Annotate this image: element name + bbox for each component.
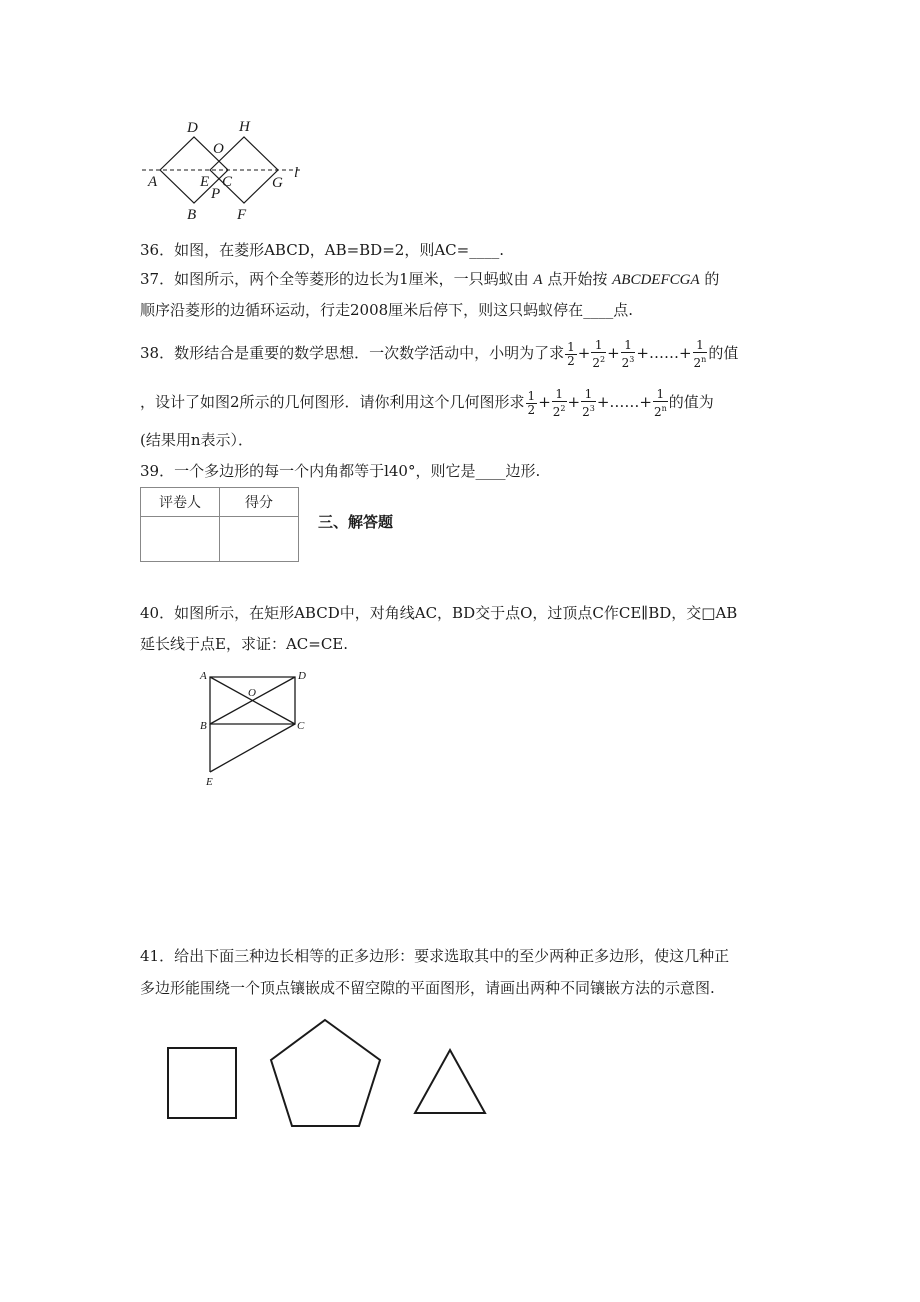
question-text: 的 xyxy=(699,270,720,288)
question-text: 如图，在菱形ABCD，AB=BD=2，则AC= xyxy=(174,241,470,259)
label-C: C xyxy=(222,174,233,190)
question-38-line2: ，设计了如图2所示的几何图形．请你利用这个几何图形求 $\frac{1}{2}$ + $\frac{1}{2^2}$ + $\frac{1}{2^3}$ +……+ $\frac{1}{2^n}$ 的值为 xyxy=(140,386,714,419)
rectangle-figure xyxy=(198,668,318,790)
fraction: $\frac{1}{2}$ xyxy=(527,388,536,417)
question-number: 37． xyxy=(140,270,175,288)
label-D: D xyxy=(298,670,306,682)
question-end: 点. xyxy=(613,301,633,319)
square-shape xyxy=(168,1048,236,1118)
question-text: 延长线于点E，求证：AC=CE. xyxy=(140,635,349,653)
label-C: C xyxy=(297,720,305,732)
question-41-line2 xyxy=(140,978,715,998)
question-38-line3 xyxy=(140,430,253,450)
question-text: 点开始按 xyxy=(542,270,613,288)
score-table xyxy=(140,487,299,562)
section-title: 三、解答题 xyxy=(318,513,394,531)
question-text: 数形结合是重要的数学思想．一次数学活动中，小明为了求 xyxy=(174,344,565,362)
question-number: 38． xyxy=(140,344,175,362)
question-39 xyxy=(140,461,540,481)
fraction: $\frac{1}{2^3}$ xyxy=(582,386,595,419)
fraction: $\frac{1}{2^2}$ xyxy=(552,386,566,419)
reviewer-cell[interactable] xyxy=(141,517,220,562)
fraction: $\frac{1}{2^2}$ xyxy=(592,337,606,370)
question-41-line1 xyxy=(140,946,729,966)
question-37-line1 xyxy=(140,269,719,290)
question-text: 的值为 xyxy=(668,393,714,411)
question-end: 边形. xyxy=(505,462,541,480)
question-text: 的值 xyxy=(708,344,739,362)
label-O: O xyxy=(248,687,256,699)
question-number: 39． xyxy=(140,462,175,480)
fraction: $\frac{1}{2^n}$ xyxy=(693,337,707,370)
label-E: E xyxy=(200,174,210,190)
label-D: D xyxy=(187,120,198,136)
triangle-shape xyxy=(415,1050,485,1113)
label-G: G xyxy=(272,175,283,191)
question-36 xyxy=(140,240,504,260)
question-text: 一个多边形的每一个内角都等于l40°，则它是 xyxy=(174,462,476,480)
question-number: 40． xyxy=(140,604,175,622)
pentagon-shape xyxy=(271,1020,380,1126)
label-l: l xyxy=(294,165,299,181)
question-38-line1: 38．数形结合是重要的数学思想．一次数学活动中，小明为了求 $\frac{1}{2}$ + $\frac{1}{2^2}$ + $\frac{1}{2^3}$ +……+ $\frac{1}{2^n}$ 的值 xyxy=(140,337,739,370)
label-A: A xyxy=(200,670,207,682)
answer-blank: ____ xyxy=(475,462,506,480)
question-text: 如图所示，在矩形ABCD中，对角线AC，BD交于点O，过顶点C作CE∥BD，交□AB xyxy=(174,604,738,622)
question-end: . xyxy=(499,241,504,259)
fraction: $\frac{1}{2^n}$ xyxy=(653,386,667,419)
reviewer-header: 评卷人 xyxy=(141,488,220,517)
answer-blank: ____ xyxy=(469,241,500,259)
path-label: ABCDEFCGA xyxy=(612,272,700,288)
question-37-line2 xyxy=(140,300,633,320)
score-cell[interactable] xyxy=(220,517,299,562)
question-text: ，设计了如图2所示的几何图形．请你利用这个几何图形求 xyxy=(140,393,525,411)
fraction: $\frac{1}{2^3}$ xyxy=(621,337,635,370)
question-40-line1 xyxy=(140,603,737,623)
label-F: F xyxy=(237,207,247,223)
question-40-line2 xyxy=(140,634,348,654)
question-number: 41． xyxy=(140,947,175,965)
label-E: E xyxy=(206,776,213,788)
score-header: 得分 xyxy=(220,488,299,517)
label-B: B xyxy=(200,720,207,732)
label-H: H xyxy=(239,119,250,135)
question-number: 36． xyxy=(140,241,175,259)
fraction: $\frac{1}{2}$ xyxy=(567,339,575,368)
answer-blank: ____ xyxy=(583,301,614,319)
point-label: A xyxy=(533,272,543,288)
question-text: 如图所示，两个全等菱形的边长为1厘米，一只蚂蚁由 xyxy=(174,270,534,288)
question-text: 多边形能围绕一个顶点镶嵌成不留空隙的平面图形，请画出两种不同镶嵌方法的示意图. xyxy=(140,979,715,997)
label-O: O xyxy=(213,141,224,157)
question-text: 给出下面三种边长相等的正多边形：要求选取其中的至少两种正多边形，使这几种正 xyxy=(174,947,730,965)
question-text: 顺序沿菱形的边循环运动，行走2008厘米后停下，则这只蚂蚁停在 xyxy=(140,301,584,319)
label-P: P xyxy=(211,186,221,202)
rhombus-figure xyxy=(140,115,320,225)
polygons-figure xyxy=(160,1012,500,1137)
label-B: B xyxy=(187,207,197,223)
label-A: A xyxy=(148,174,158,190)
question-text: (结果用n表示）． xyxy=(140,431,254,449)
